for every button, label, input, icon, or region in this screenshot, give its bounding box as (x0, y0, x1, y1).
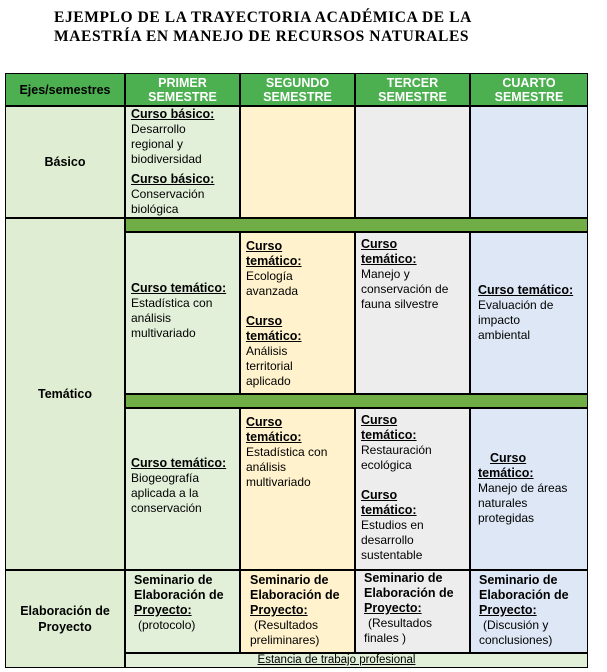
proyecto-s2-bold-1: Seminario de (250, 573, 329, 587)
tematico-separator-top (126, 219, 587, 231)
tematico-top-s2-c1-label-2: temático: (246, 254, 302, 268)
header-semester-2 (241, 74, 354, 105)
tematico-bottom-s3-c2-line-2: desarrollo (361, 533, 414, 547)
header-s1-line1: PRIMER (158, 75, 207, 90)
tematico-bottom-s2-line-3: multivariado (246, 475, 311, 489)
basico-course-1-label: Curso básico: (131, 107, 215, 121)
proyecto-s1-bold-1: Seminario de (134, 573, 213, 587)
proyecto-s1-bold-2: Elaboración de (134, 588, 224, 602)
basico-course-1-line-3: biodiversidad (131, 152, 202, 166)
header-semester-4 (471, 74, 587, 105)
tematico-top-s2-c1-line-1: Ecología (246, 269, 293, 283)
proyecto-s3-text-2: finales ) (364, 631, 407, 645)
tematico-top-semester-3 (356, 233, 469, 393)
proyecto-s2-text-1: (Resultados (254, 618, 319, 632)
tematico-bottom-s4-label-2: temático: (478, 466, 534, 480)
tematico-bottom-s2-label-2: temático: (246, 430, 302, 444)
trajectory-table (5, 73, 588, 668)
tematico-top-s2-c2-label-2: temático: (246, 329, 302, 343)
tematico-bottom-s3-c1-line-2: ecológica (361, 458, 412, 472)
tematico-separator-middle (126, 395, 587, 407)
tematico-top-s3-line-2: conservación de (361, 282, 449, 296)
header-axes (6, 74, 124, 105)
header-s4-line1: CUARTO (502, 75, 556, 90)
tematico-bottom-s4-label-1: Curso (490, 451, 527, 465)
tematico-bottom-s4-line-3: protegidas (478, 511, 535, 525)
proyecto-s2-bold-2: Elaboración de (250, 588, 340, 602)
proyecto-s4-bold-2: Elaboración de (479, 588, 569, 602)
proyecto-s3-under: Proyecto: (364, 601, 422, 615)
proyecto-s4-text-2: conclusiones) (479, 633, 553, 647)
tematico-top-s2-c2-label-1: Curso (246, 314, 283, 328)
tematico-bottom-s2-line-2: análisis (246, 460, 287, 474)
proyecto-s4-under: Proyecto: (479, 603, 537, 617)
tematico-bottom-s3-c1-label-2: temático: (361, 428, 417, 442)
header-semester-1 (126, 74, 239, 105)
header-axes-label: Ejes/semestres (19, 82, 111, 97)
header-s2-line1: SEGUNDO (265, 75, 330, 90)
tematico-bottom-semester-2 (241, 409, 354, 569)
tematico-bottom-s1-line-3: conservación (131, 501, 202, 515)
tematico-top-s3-label-1: Curso (361, 237, 398, 251)
basico-course-1-line-1: Desarrollo (131, 122, 186, 136)
tematico-bottom-s2-label-1: Curso (246, 415, 283, 429)
proyecto-s1-text-1: (protocolo) (138, 618, 196, 632)
axis-proyecto-line-1: Elaboración de (20, 604, 110, 618)
tematico-top-s4-line-3: ambiental (478, 328, 531, 342)
title-line-2: MAESTRÍA EN MANEJO DE RECURSOS NATURALES (54, 28, 470, 45)
tematico-bottom-s3-c2-line-3: sustentable (361, 548, 423, 562)
proyecto-s2-under: Proyecto: (250, 603, 308, 617)
tematico-top-s1-label: Curso temático: (131, 281, 227, 295)
tematico-top-s1-line-2: análisis (131, 311, 172, 325)
tematico-bottom-s4-line-2: naturales (478, 496, 528, 510)
tematico-top-s4-line-1: Evaluación de (478, 298, 554, 312)
tematico-top-s1-line-3: multivariado (131, 326, 196, 340)
basico-course-2-line-2: biológica (131, 202, 179, 216)
tematico-bottom-s3-c1-line-1: Restauración (361, 443, 432, 457)
tematico-bottom-semester-3 (356, 409, 469, 569)
tematico-top-s2-c2-line-2: territorial (246, 359, 293, 373)
proyecto-s3-text-1: (Resultados (368, 616, 433, 630)
axis-tematico-label: Temático (38, 387, 92, 401)
tematico-top-s3-line-3: fauna silvestre (361, 297, 439, 311)
tematico-bottom-s3-c1-label-1: Curso (361, 413, 398, 427)
tematico-top-s3-label-2: temático: (361, 252, 417, 266)
tematico-bottom-s3-c2-label-1: Curso (361, 488, 398, 502)
basico-semester-3 (356, 107, 469, 217)
tematico-bottom-s1-label: Curso temático: (131, 456, 227, 470)
estancia-bar (126, 654, 587, 667)
proyecto-semester-2 (241, 571, 354, 652)
proyecto-semester-3 (356, 571, 469, 652)
tematico-top-s1-line-1: Estadística con (131, 296, 213, 310)
proyecto-s2-text-2: preliminares) (250, 633, 320, 647)
basico-course-2-line-1: Conservación (131, 187, 205, 201)
header-semester-3 (356, 74, 469, 105)
tematico-top-s4-line-2: impacto (478, 313, 521, 327)
tematico-top-s2-c1-line-2: avanzada (246, 284, 299, 298)
tematico-top-s3-line-1: Manejo y (361, 267, 410, 281)
proyecto-s4-bold-1: Seminario de (479, 573, 558, 587)
proyecto-s3-bold-2: Elaboración de (364, 586, 454, 600)
axis-proyecto (6, 571, 124, 667)
proyecto-s1-under: Proyecto: (134, 603, 192, 617)
header-s1-line2: SEMESTRE (148, 89, 217, 104)
tematico-bottom-s1-line-2: aplicada a la (131, 486, 199, 500)
tematico-bottom-s4-line-1: Manejo de áreas (478, 481, 568, 495)
document-title (54, 8, 574, 46)
tematico-bottom-semester-4 (471, 409, 587, 569)
basico-semester-2 (241, 107, 354, 217)
tematico-top-semester-2 (241, 233, 354, 393)
header-s3-line2: SEMESTRE (378, 89, 447, 104)
basico-semester-1 (126, 107, 239, 217)
axis-proyecto-line-2: Proyecto (38, 620, 92, 634)
proyecto-semester-1 (126, 571, 239, 652)
header-s4-line2: SEMESTRE (494, 89, 564, 104)
basico-course-1-line-2: regional y (131, 137, 184, 151)
tematico-top-semester-4 (471, 233, 587, 393)
header-s3-line1: TERCER (386, 75, 439, 90)
proyecto-s3-bold-1: Seminario de (364, 571, 443, 585)
axis-basico-label: Básico (44, 155, 86, 169)
tematico-bottom-s2-line-1: Estadística con (246, 445, 328, 459)
axis-tematico (6, 219, 124, 569)
tematico-bottom-s3-c2-label-2: temático: (361, 503, 417, 517)
tematico-bottom-semester-1 (126, 409, 239, 569)
basico-course-2-label: Curso básico: (131, 172, 215, 186)
header-s2-line2: SEMESTRE (263, 89, 332, 104)
tematico-top-s2-c2-line-3: aplicado (246, 374, 291, 388)
tematico-top-s2-c2-line-1: Análisis (246, 344, 288, 358)
tematico-top-semester-1 (126, 233, 239, 393)
tematico-top-s2-c1-label-1: Curso (246, 239, 283, 253)
proyecto-s4-text-1: (Discusión y (483, 618, 549, 632)
tematico-top-s4-label: Curso temático: (478, 283, 574, 297)
axis-basico (6, 107, 124, 217)
tematico-bottom-s3-c2-line-1: Estudios en (361, 518, 424, 532)
title-line-1: EJEMPLO DE LA TRAYECTORIA ACADÉMICA DE LA (54, 9, 472, 26)
estancia-label: Estancia de trabajo profesional (257, 654, 416, 666)
basico-semester-4 (471, 107, 587, 217)
proyecto-semester-4 (471, 571, 587, 652)
tematico-bottom-s1-line-1: Biogeografía (131, 471, 200, 485)
